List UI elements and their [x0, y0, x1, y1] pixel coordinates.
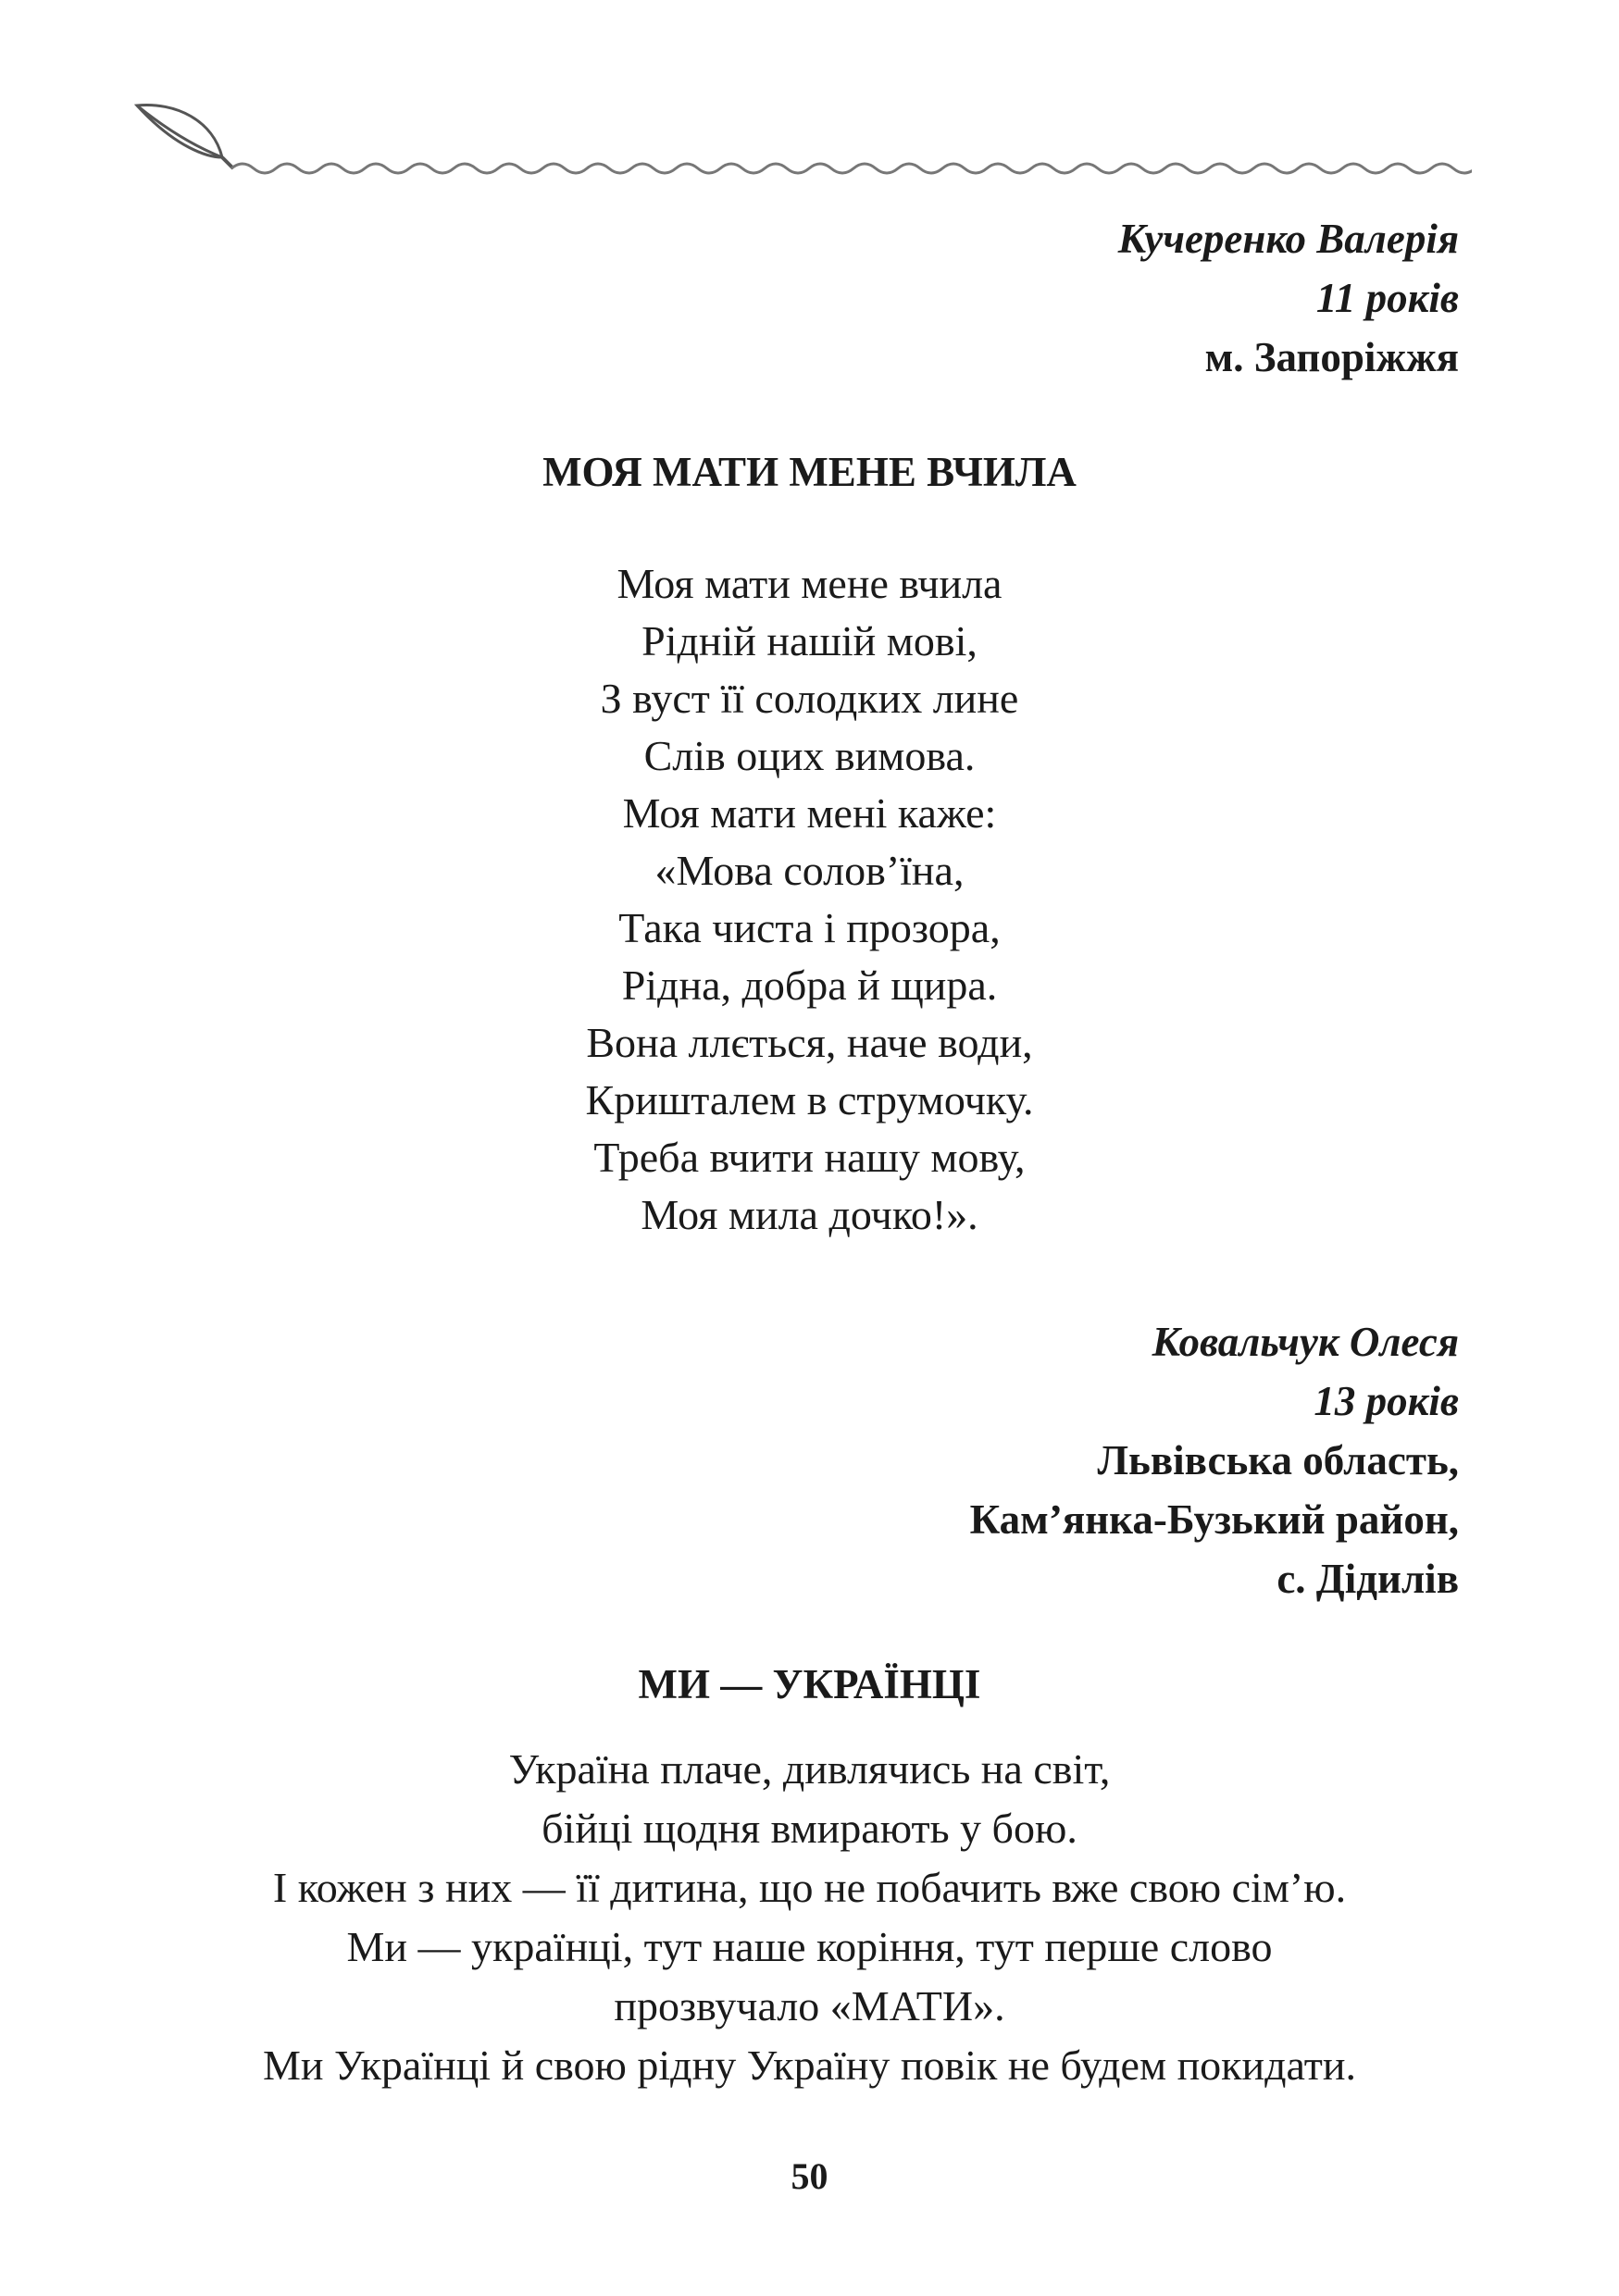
author-name: Ковальчук Олеся	[1152, 1319, 1459, 1365]
author-place: м. Запоріжжя	[1204, 334, 1459, 380]
poem-line: Слів оцих вимова.	[643, 732, 976, 779]
poem-line: Україна плаче, дивлячись на світ,	[508, 1745, 1111, 1793]
poem-title: МОЯ МАТИ МЕНЕ ВЧИЛА	[542, 449, 1077, 495]
poem-line: прозвучало «МАТИ».	[614, 1982, 1005, 2029]
poem-line: Рідна, добра й щира.	[621, 962, 998, 1009]
author-place: Львівська область,	[1097, 1437, 1459, 1483]
author-block-2	[970, 1312, 1459, 1608]
poem-text	[0, 1740, 1619, 2095]
poem-line: Моя мати мене вчила	[616, 560, 1003, 607]
page-number: 50	[791, 2155, 828, 2197]
header-ornament	[120, 93, 1472, 194]
poem-line: Моя мила дочко!».	[641, 1191, 978, 1238]
poem-line: бійці щодня вмирають у бою.	[542, 1805, 1077, 1852]
poem-line: Треба вчити нашу мову,	[593, 1134, 1026, 1181]
author-name: Кучеренко Валерія	[1117, 216, 1459, 262]
poem-line: І кожен з них — її дитина, що не побачить вже свою сім’ю.	[272, 1864, 1347, 1911]
poem-title: МИ — УКРАЇНЦІ	[638, 1661, 981, 1707]
feather-icon	[137, 105, 233, 168]
poem-line: Така чиста і прозора,	[618, 904, 1001, 951]
author-place: с. Дідилів	[1277, 1556, 1459, 1602]
poem-line: «Мова солов’їна,	[654, 847, 965, 894]
poem-line: З вуст її солодких лине	[600, 675, 1019, 722]
author-age: 13 років	[1314, 1378, 1459, 1424]
poem-line: Кришталем в струмочку.	[585, 1076, 1034, 1123]
author-place: Кам’янка-Бузький район,	[969, 1496, 1459, 1543]
poem-line: Вона ллється, наче води,	[586, 1019, 1033, 1066]
poem-text	[0, 555, 1619, 1244]
poem-line: Рідній нашій мові,	[641, 617, 978, 664]
poem-line: Моя мати мені каже:	[622, 789, 997, 837]
poem-line: Ми Українці й свою рідну Україну повік не будем покидати.	[262, 2042, 1357, 2089]
author-block-1	[1118, 209, 1459, 387]
author-age: 11 років	[1315, 275, 1459, 321]
wavy-divider	[231, 164, 1472, 173]
poem-line: Ми — українці, тут наше коріння, тут перше слово	[346, 1923, 1273, 1970]
